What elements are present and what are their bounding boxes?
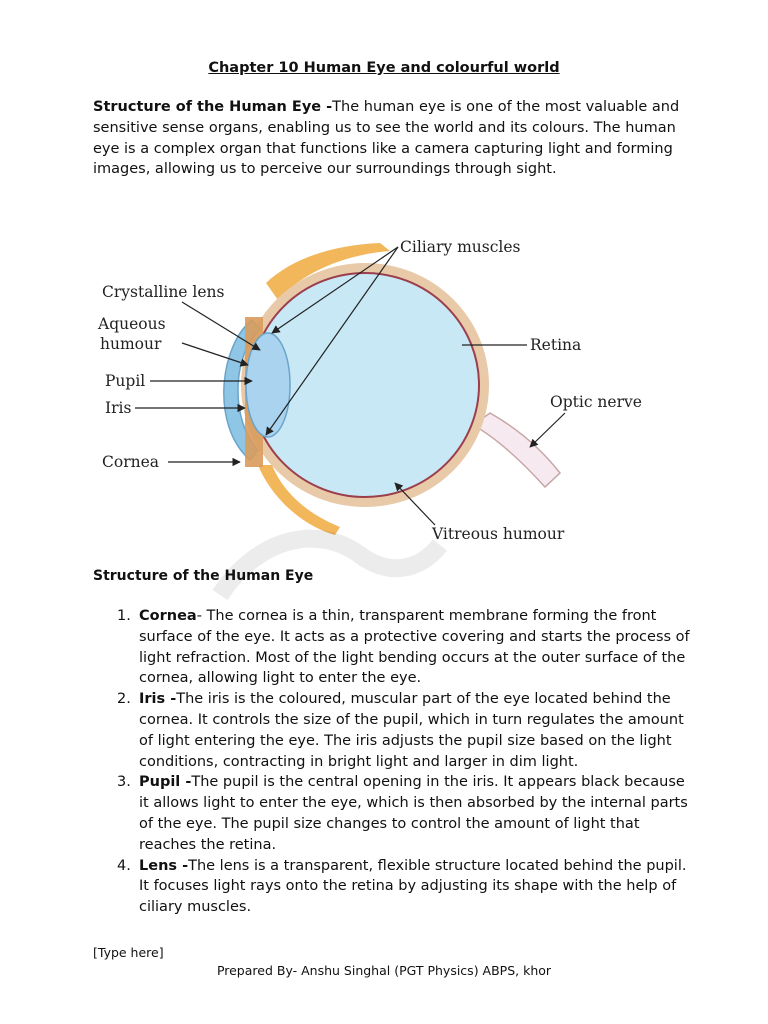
- list-term: Iris -: [139, 691, 177, 708]
- optic-nerve-shape: [473, 413, 560, 487]
- label-vitreous-humour: Vitreous humour: [432, 525, 565, 543]
- label-ciliary-muscles: Ciliary muscles: [400, 238, 521, 256]
- list-item-pupil: [110, 772, 690, 855]
- list-sep: -: [196, 608, 207, 624]
- page-title: Chapter 10 Human Eye and colourful world: [208, 60, 560, 76]
- type-here-placeholder[interactable]: [Type here]: [93, 945, 164, 960]
- human-eye-diagram: [90, 225, 690, 555]
- label-iris: Iris: [105, 399, 132, 417]
- watermark-mark: [200, 515, 460, 615]
- list-number: 3.: [117, 774, 131, 791]
- list-term: Pupil -: [139, 774, 192, 791]
- list-term: Cornea: [139, 608, 197, 624]
- list-number: 1.: [117, 608, 131, 624]
- label-crystalline-lens: Crystalline lens: [102, 283, 225, 301]
- list-item-lens: [110, 856, 690, 918]
- lens-shape: [246, 333, 290, 437]
- label-aqueous-line1: Aqueous: [98, 315, 166, 333]
- label-cornea: Cornea: [102, 453, 159, 471]
- list-text: The iris is the coloured, muscular part of the eye located behind the cornea. It controls the size of the pupil, which in turn regulates the amount of light entering the eye. The iris adjusts the pupil size based on the light conditions, contracting in bright light and larger in dim light.: [139, 691, 684, 770]
- list-number: 2.: [117, 691, 131, 708]
- list-term: Lens -: [139, 857, 189, 874]
- label-pupil: Pupil: [105, 372, 146, 390]
- list-text: The pupil is the central opening in the iris. It appears black because it allows light to enter the eye, which is then absorbed by the internal parts of the eye. The pupil size changes to control the amount of light that reaches the retina.: [139, 774, 688, 853]
- section-heading: Structure of the Human Eye: [93, 568, 314, 584]
- intro-paragraph: [93, 97, 683, 180]
- list-text: The cornea is a thin, transparent membrane forming the front surface of the eye. It acts as a protective covering and starts the process of light refraction. Most of the light bending occurs at the outer surface of the cornea, allowing light to enter the eye.: [139, 608, 690, 687]
- list-item-cornea: [110, 606, 690, 689]
- list-text: The lens is a transparent, flexible structure located behind the pupil. It focuses light rays onto the retina by adjusting its shape with the help of ciliary muscles.: [139, 857, 687, 916]
- intro-text: The human eye is one of the most valuable and sensitive sense organs, enabling us to see the world and its colours. The human eye is a complex organ that functions like a camera capturing light and forming images, allowing us to perceive our surroundings through sight.: [93, 99, 680, 178]
- list-number: 4.: [117, 857, 131, 874]
- label-aqueous-line2: humour: [100, 335, 162, 353]
- footer-credit: Prepared By- Anshu Singhal (PGT Physics) ABPS, khor: [216, 963, 552, 978]
- label-retina: Retina: [530, 336, 582, 354]
- eye-parts-list: [110, 606, 690, 918]
- list-item-iris: [110, 689, 690, 772]
- intro-lead: Structure of the Human Eye -: [93, 99, 333, 115]
- label-optic-nerve: Optic nerve: [550, 393, 642, 411]
